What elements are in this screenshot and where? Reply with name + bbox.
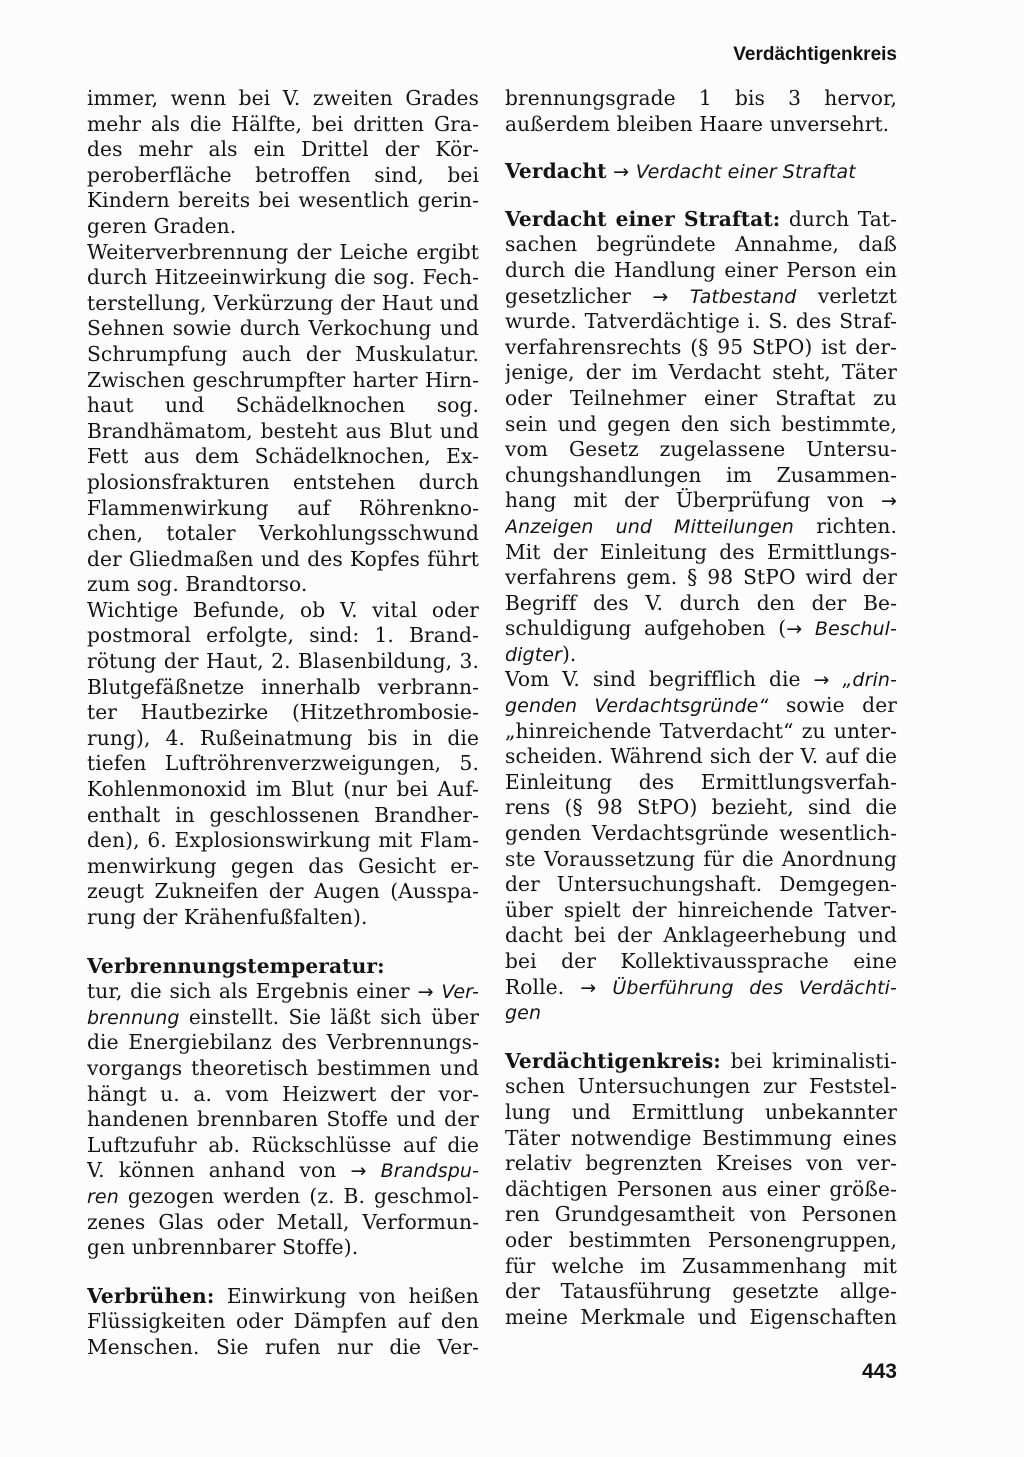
page-number: 443 <box>861 1360 897 1383</box>
text-line: Blutgefäßnetze innerhalb verbrann- <box>87 674 479 699</box>
text-line: durch die Handlung einer Person ein <box>505 257 897 282</box>
text-line: vorgangs theoretisch bestimmen und <box>87 1055 479 1080</box>
paragraph-post-mortem-burning <box>87 240 479 598</box>
text-line: gen unbrennbarer Stoffe). <box>87 1235 359 1260</box>
text-line: Verdacht einer Straftat: durch Tat- <box>505 206 897 231</box>
text-line: Rolle. → Überführung des Verdächti- <box>505 974 897 999</box>
entry-spacer <box>505 137 897 159</box>
entry-spacer <box>87 1261 479 1284</box>
text-line: sein und gegen den sich bestimmte, <box>505 411 897 436</box>
text-line: rötung der Haut, 2. Blasenbildung, 3. <box>87 649 479 674</box>
text-line: den), 6. Explosionswirkung mit Flam- <box>87 828 479 853</box>
text-line: ren gezogen werden (z. B. geschmol- <box>87 1183 479 1208</box>
text-line: der Gliedmaßen und des Kopfes führt <box>87 546 479 571</box>
text-line: Menschen. Sie rufen nur die Ver- <box>87 1334 479 1359</box>
text-line: durch Hitzeeinwirkung die sog. Fech- <box>87 265 479 290</box>
text-line: der Untersuchungshaft. Demgegen- <box>505 872 897 897</box>
text-line: der Tatausführung gesetzte allge- <box>505 1279 897 1304</box>
text-line: meine Merkmale und Eigenschaften <box>505 1304 897 1329</box>
left-column <box>87 86 479 1361</box>
text-line: immer, wenn bei V. zweiten Grades <box>87 86 479 110</box>
paragraph-burn-criteria <box>87 86 479 240</box>
text-line: außerdem bleiben Haare unversehrt. <box>505 111 890 136</box>
entry-verbrennungstemperatur <box>87 954 479 1261</box>
cross-reference-link[interactable]: gen <box>505 1002 542 1025</box>
text-line: postmoral erfolgte, sind: 1. Brand- <box>87 623 479 648</box>
text-line: zum sog. Brandtorso. <box>87 572 308 597</box>
entry-verbruehen <box>87 1284 479 1361</box>
text-line: Schrumpfung auch der Muskulatur. <box>87 341 479 366</box>
entry-term: Verbrühen: <box>87 1283 215 1308</box>
text-line: Flüssigkeiten oder Dämpfen auf den <box>87 1309 479 1334</box>
entry-term: Verdacht einer Straftat: <box>505 206 781 231</box>
text-line: sachen begründete Annahme, daß <box>505 232 897 257</box>
running-head: Verdächtigenkreis <box>733 44 897 65</box>
text-line <box>505 159 897 185</box>
text-line: rens (§ 98 StPO) bezieht, sind die <box>505 795 897 820</box>
text-line: enthalt in geschlossenen Brandher- <box>87 802 479 827</box>
entry-spacer <box>505 185 897 207</box>
entry-verdaechtigenkreis <box>505 1049 897 1331</box>
cross-reference-arrow: → <box>350 1160 367 1183</box>
entry-spacer <box>87 931 479 954</box>
text-line: digter). <box>505 641 577 666</box>
text-line: brennungsgrade 1 bis 3 hervor, <box>505 86 897 110</box>
text-line: plosionsfrakturen entstehen durch <box>87 469 479 494</box>
text-line: Mit der Einleitung des Ermittlungs- <box>505 539 897 564</box>
text-line: Wichtige Befunde, ob V. vital oder <box>87 597 479 622</box>
cross-reference-link[interactable]: Ver- <box>441 981 479 1004</box>
text-line <box>87 954 479 980</box>
entry-term: Verdacht <box>505 159 607 184</box>
text-line: tiefen Luftröhrenverzweigungen, 5. <box>87 751 479 776</box>
cross-reference-arrow: → <box>813 669 830 692</box>
text-line: scheiden. Während sich der V. auf die <box>505 744 897 769</box>
entry-verdacht-einer-straftat <box>505 207 897 1026</box>
text-line: verfahrens gem. § 98 StPO wird der <box>505 565 897 590</box>
text-line: vom Gesetz zugelassene Untersu- <box>505 437 897 462</box>
text-line: oder Teilnehmer einer Straftat zu <box>505 385 897 410</box>
cross-reference-link[interactable]: Tatbestand <box>689 285 797 308</box>
text-line: Einleitung des Ermittlungsverfah- <box>505 769 897 794</box>
text-line: dacht bei der Anklageerhebung und <box>505 923 897 948</box>
text-line: Täter notwendige Bestimmung eines <box>505 1125 897 1150</box>
right-column <box>505 86 897 1330</box>
text-line <box>505 1000 897 1026</box>
text-line: rung der Krähenfußfalten). <box>87 905 368 929</box>
text-line: ren Grundgesamtheit von Personen <box>505 1202 897 1227</box>
text-line: haut und Schädelknochen sog. <box>87 393 479 418</box>
text-line: schen Untersuchungen zur Feststel- <box>505 1074 897 1099</box>
text-line: chen, totaler Verkohlungsschwund <box>87 521 479 546</box>
text-line: „hinreichende Tatverdacht“ zu unter- <box>505 718 897 743</box>
cross-reference-link[interactable]: Verdacht einer Straftat <box>635 161 856 184</box>
entry-verdacht <box>505 159 897 185</box>
text-line: ste Voraussetzung für die Anordnung <box>505 846 897 871</box>
text-line: Zwischen geschrumpfter harter Hirn- <box>87 367 479 392</box>
text-line: terstellung, Verkürzung der Haut und <box>87 290 479 315</box>
text-line: Kindern bereits bei wesentlich gerin- <box>87 188 479 213</box>
cross-reference-link[interactable]: Brandspu- <box>380 1160 479 1183</box>
text-line: brennung einstellt. Sie läßt sich über <box>87 1004 479 1029</box>
cross-reference-arrow: → <box>880 490 897 513</box>
entry-term: Verbrennungstemperatur: <box>87 953 385 978</box>
text-line: über spielt der hinreichende Tatver- <box>505 897 897 922</box>
text-line: relativ begrenzten Kreises von ver- <box>505 1151 897 1176</box>
text-line: Flammenwirkung auf Röhrenkno- <box>87 495 479 520</box>
text-line: schuldigung aufgehoben (→ Beschul- <box>505 616 897 641</box>
text-line: Kohlenmonoxid im Blut (nur bei Auf- <box>87 777 479 802</box>
entry-spacer <box>505 1026 897 1049</box>
cross-reference-arrow: → <box>580 976 597 999</box>
cross-reference-link[interactable]: genden Verdachtsgründe“ <box>505 695 769 718</box>
text-line: Luftzufuhr ab. Rückschlüsse auf die <box>87 1132 479 1157</box>
text-line: handenen brennbaren Stoffe und der <box>87 1107 479 1132</box>
text-line: Fett aus dem Schädelknochen, Ex- <box>87 444 479 469</box>
cross-reference-arrow: → <box>652 285 669 308</box>
paragraph-continuation <box>505 86 897 137</box>
text-line: Vom V. sind begrifflich die → „drin- <box>505 667 897 692</box>
text-line: oder bestimmten Personengruppen, <box>505 1227 897 1252</box>
text-line: Verdächtigenkreis: bei kriminalisti- <box>505 1048 897 1073</box>
text-line: hang mit der Überprüfung von → <box>505 488 897 513</box>
text-line: menwirkung gegen das Gesicht er- <box>87 853 479 878</box>
cross-reference-link[interactable]: Überführung des Verdächti- <box>612 976 897 999</box>
cross-reference-link[interactable]: Anzeigen und Mitteilungen <box>505 515 794 538</box>
text-line: hängt u. a. vom Heizwert der vor- <box>87 1081 479 1106</box>
text-line: Sehnen sowie durch Verkochung und <box>87 316 479 341</box>
text-line: Begriff des V. durch den der Be- <box>505 590 897 615</box>
text-line: chungshandlungen im Zusammen- <box>505 462 897 487</box>
text-line: geren Graden. <box>87 213 237 238</box>
cross-reference-link[interactable]: „drin- <box>842 669 897 692</box>
text-line: lung und Ermittlung unbekannter <box>505 1099 897 1124</box>
text-line: für welche im Zusammenhang mit <box>505 1253 897 1278</box>
cross-reference-link[interactable]: digter <box>505 643 562 666</box>
text-line: bei der Kollektivaussprache eine <box>505 949 897 973</box>
cross-reference-arrow: → <box>417 981 434 1004</box>
text-line: genden Verdachtsgründe wesentlich- <box>505 821 897 846</box>
entry-term: Verdächtigenkreis: <box>505 1048 721 1073</box>
text-line: tur, die sich als Ergebnis einer → Ver- <box>87 979 479 1004</box>
text-line: gesetzlicher → Tatbestand verletzt <box>505 283 897 308</box>
text-line: ter Hautbezirke (Hitzethrombosie- <box>87 700 479 725</box>
text-line: rung), 4. Rußeinatmung bis in die <box>87 725 479 750</box>
text-line: Weiterverbrennung der Leiche ergibt <box>87 239 479 264</box>
text-line: mehr als die Hälfte, bei dritten Gra- <box>87 111 479 136</box>
text-line: des mehr als ein Drittel der Kör- <box>87 137 479 162</box>
text-line: dächtigen Personen aus einer größe- <box>505 1176 897 1201</box>
cross-reference-link[interactable]: Beschul- <box>814 618 897 641</box>
text-line: Verbrühen: Einwirkung von heißen <box>87 1283 479 1308</box>
text-line: jenige, der im Verdacht steht, Täter <box>505 360 897 385</box>
text-line: zenes Glas oder Metall, Verformun- <box>87 1209 479 1234</box>
text-line: zeugt Zukneifen der Augen (Ausspa- <box>87 879 479 904</box>
text-line: V. können anhand von → Brandspu- <box>87 1158 479 1183</box>
text-line: peroberfläche betroffen sind, bei <box>87 162 479 187</box>
paragraph-vital-findings <box>87 598 479 931</box>
text-line: Anzeigen und Mitteilungen richten. <box>505 513 897 538</box>
text-line: wurde. Tatverdächtige i. S. des Straf- <box>505 309 897 334</box>
cross-reference-link[interactable]: ren <box>87 1185 119 1208</box>
text-line: die Energiebilanz des Verbrennungs- <box>87 1030 479 1055</box>
cross-reference-link[interactable]: brennung <box>87 1006 180 1029</box>
cross-reference-arrow: → <box>613 161 630 184</box>
cross-reference-arrow: → <box>786 618 803 641</box>
text-line: verfahrensrechts (§ 95 StPO) ist der- <box>505 334 897 359</box>
text-line: genden Verdachtsgründe“ sowie der <box>505 693 897 718</box>
text-line: Brandhämatom, besteht aus Blut und <box>87 418 479 443</box>
